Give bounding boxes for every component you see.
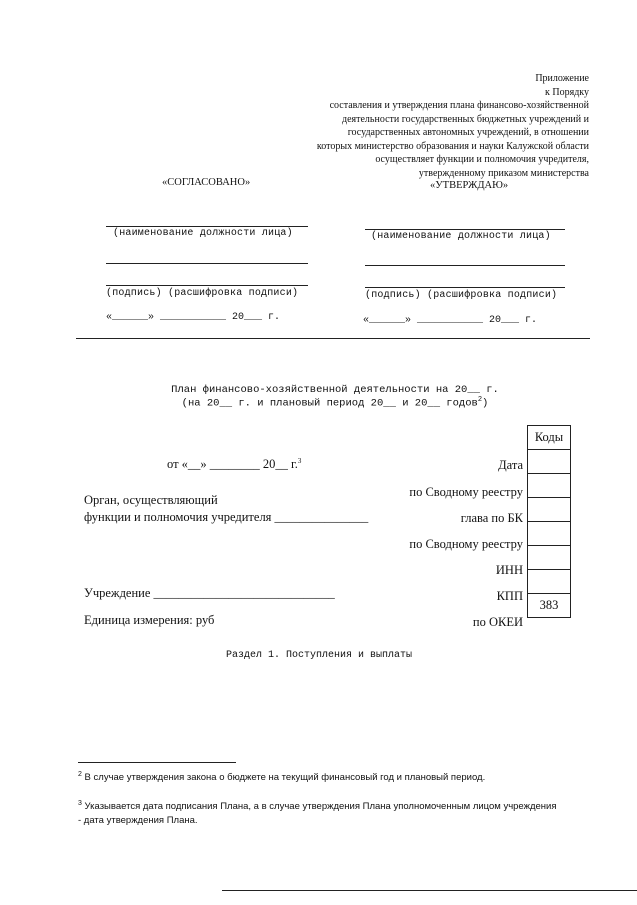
code-label-okei: по ОКЕИ (472, 615, 523, 629)
plan-title-line2-end: ) (482, 397, 489, 410)
footnote-3-line2: - дата утверждения Плана. (78, 815, 198, 827)
unit-label: Единица измерения: руб (84, 613, 215, 627)
page-bottom-line (222, 890, 637, 891)
separator-line (76, 338, 590, 339)
code-cell-date (528, 450, 571, 474)
plan-date-text: от «__» ________ 20__ г. (167, 457, 298, 472)
footnote-2-text: В случае утверждения закона о бюджете на текущий финансовый год и плановый период. (84, 772, 486, 784)
header-line: к Порядку (545, 86, 589, 98)
header-line: утвержденному приказом министерства (418, 167, 589, 179)
code-cell-inn (528, 546, 571, 570)
organ-label-line1: Орган, осуществляющий (84, 493, 218, 507)
footnote-ref-2: 2 (477, 396, 483, 404)
left-position-caption: (наименование должности лица) (113, 228, 293, 239)
codes-header: Коды (528, 426, 571, 450)
right-date-line: «______» ___________ 20___ г. (363, 315, 538, 326)
code-label-kpp: КПП (496, 589, 523, 603)
code-label-svodny-1: по Сводному реестру (409, 485, 523, 499)
approval-left-title: «СОГЛАСОВАНО» (162, 177, 251, 188)
footnote-3 (78, 797, 557, 828)
organ-label-line2: функции и полномочия учредителя _______________ (84, 510, 369, 524)
footnote-3-text1: Указывается дата подписания Плана, а в случае утверждения Плана уполномоченным лицом учреждения (84, 801, 557, 813)
left-name-line (106, 263, 308, 264)
right-name-line (365, 265, 565, 266)
footnote-2 (78, 771, 485, 783)
plan-date (167, 457, 301, 472)
left-position-line (106, 226, 308, 227)
right-position-line (365, 229, 565, 230)
right-signature-caption: (подпись) (расшифровка подписи) (365, 290, 558, 301)
institution-label: Учреждение _____________________________ (84, 586, 335, 600)
codes-table (527, 425, 571, 618)
header-line: осуществляет функции и полномочия учредителя, (375, 154, 589, 165)
code-cell-svodny-2 (528, 522, 571, 546)
header-line: составления и утверждения плана финансово-хозяйственной (329, 100, 589, 111)
section-title: Раздел 1. Поступления и выплаты (226, 650, 413, 661)
header-line: деятельности государственных бюджетных учреждений и (342, 113, 589, 125)
footnote-3-mark: 3 (78, 800, 82, 807)
footnote-ref-3: 3 (297, 457, 302, 465)
plan-title (150, 384, 520, 410)
left-signature-caption: (подпись) (расшифровка подписи) (106, 288, 299, 299)
code-cell-svodny-1 (528, 474, 571, 498)
footnote-3-line1 (78, 797, 557, 814)
footnote-separator (78, 762, 236, 763)
plan-title-line1: План финансово-хозяйственной деятельности на 20__ г. (171, 384, 499, 396)
plan-title-line2 (150, 396, 520, 410)
code-label-bk: глава по БК (460, 511, 523, 525)
right-position-caption: (наименование должности лица) (371, 231, 551, 242)
header-line: которых министерство образования и науки Калужской области (316, 140, 589, 152)
header-line: государственных автономных учреждений, в отношении (347, 127, 589, 138)
approval-right-title: «УТВЕРЖДАЮ» (430, 180, 509, 191)
code-cell-kpp (528, 570, 571, 594)
left-date-line: «______» ___________ 20___ г. (106, 312, 281, 323)
header-block (317, 72, 589, 180)
code-cell-okei: 383 (528, 594, 571, 618)
header-line: Приложение (535, 73, 589, 84)
code-cell-bk (528, 498, 571, 522)
code-label-inn: ИНН (495, 563, 523, 577)
code-label-svodny-2: по Сводному реестру (409, 537, 523, 551)
plan-title-line2-text: (на 20__ г. и плановый период 20__ и 20__ годов (181, 397, 478, 410)
code-label-date: Дата (498, 458, 523, 472)
footnote-2-mark: 2 (78, 771, 82, 778)
left-signature-line (106, 285, 308, 286)
right-signature-line (365, 287, 565, 288)
